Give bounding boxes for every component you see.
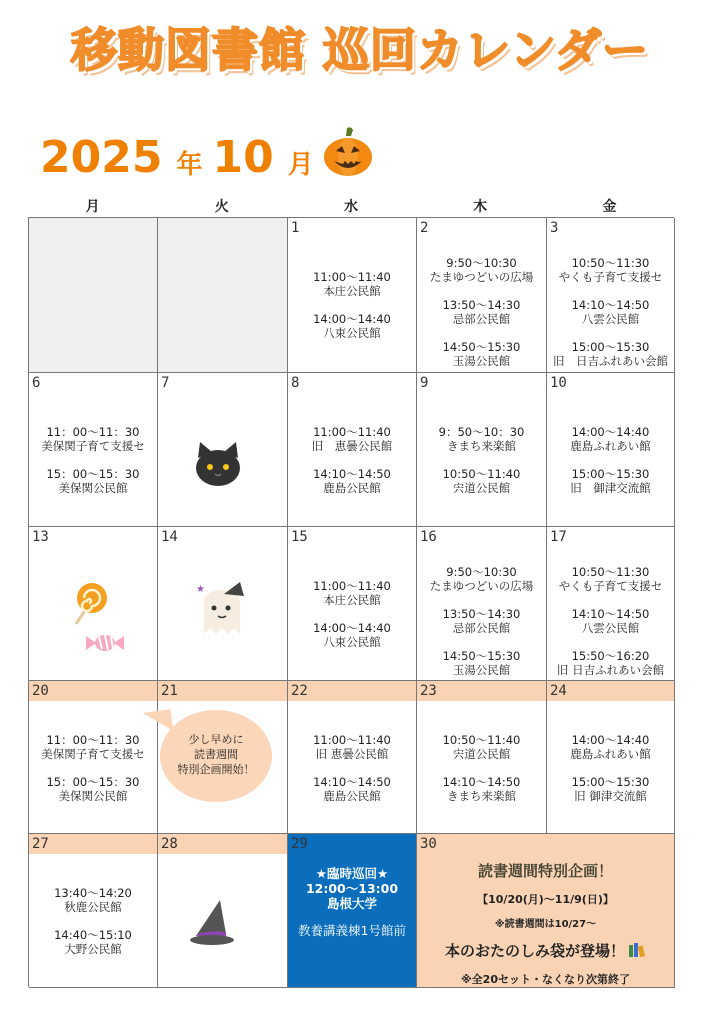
stop-entry xyxy=(288,579,416,607)
weekday-tue: 火 xyxy=(214,199,229,215)
stop-time: 15:50～16:20 xyxy=(571,649,650,663)
stop-list xyxy=(29,425,157,509)
stop-entry xyxy=(547,467,674,495)
day-number: 8 xyxy=(291,375,300,391)
stop-place: 玉湯公民館 xyxy=(452,354,511,368)
stop-list xyxy=(29,733,157,817)
day-cell-10 xyxy=(547,373,675,527)
stop-time: 11:00～11:40 xyxy=(313,733,391,747)
day-cell-8 xyxy=(288,373,417,527)
stop-entry xyxy=(417,256,546,284)
day-number: 17 xyxy=(550,529,567,545)
day-number: 21 xyxy=(161,683,178,699)
day-number: 2 xyxy=(420,220,429,236)
stop-list xyxy=(417,733,546,817)
day-number: 30 xyxy=(420,836,437,852)
stop-place: きまち来楽館 xyxy=(447,789,516,803)
day-number: 22 xyxy=(291,683,308,699)
stop-entry xyxy=(288,270,416,298)
special-line-3: 島根大学 xyxy=(326,896,377,911)
promo-note: ※読書週間は10/27～ xyxy=(494,919,597,930)
empty-cell xyxy=(29,218,158,373)
stop-time: 11:00～11:40 xyxy=(313,425,391,439)
special-line-2: 12:00～13:00 xyxy=(305,881,399,896)
stop-list xyxy=(288,579,416,663)
stop-entry xyxy=(288,425,416,453)
special-line-4: 教養講義棟1号館前 xyxy=(298,923,406,938)
day-number: 10 xyxy=(550,375,567,391)
stop-entry xyxy=(547,775,674,803)
day-cell-1 xyxy=(288,218,417,373)
bubble-line-3: 特別企画開始！ xyxy=(177,763,255,776)
stop-place: たまゆつどいの広場 xyxy=(429,270,534,284)
stop-place: 旧 御津交流館 xyxy=(574,789,647,803)
stop-time: 14:00～14:40 xyxy=(571,425,650,439)
stop-entry xyxy=(417,425,546,453)
stop-entry xyxy=(417,298,546,326)
stop-place: 本庄公民館 xyxy=(323,284,381,298)
stop-time: 10:50～11:30 xyxy=(571,565,650,579)
stop-time: 10:50～11:40 xyxy=(442,467,521,481)
stop-entry xyxy=(417,565,546,593)
stop-place: 八束公民館 xyxy=(323,326,381,340)
year: 2025 xyxy=(40,132,163,183)
svg-text:★: ★ xyxy=(196,584,205,595)
day-cell-2 xyxy=(417,218,547,373)
day-cell-6 xyxy=(29,373,158,527)
candy-icon xyxy=(84,632,126,654)
bubble-line-1: 少し早めに xyxy=(188,733,244,746)
day-number: 28 xyxy=(161,836,178,852)
stop-time: 15：00～15：30 xyxy=(46,775,140,789)
stop-list xyxy=(288,270,416,354)
stop-place: 鹿島公民館 xyxy=(323,789,381,803)
stop-place: 美保関子育て支援セ xyxy=(41,439,145,453)
stop-place: 忌部公民館 xyxy=(452,621,511,635)
stop-list xyxy=(29,886,157,970)
day-number: 29 xyxy=(291,836,308,852)
day-number: 1 xyxy=(291,220,300,236)
stop-entry xyxy=(29,467,157,495)
stop-place: 忌部公民館 xyxy=(452,312,511,326)
stop-place: 秋鹿公民館 xyxy=(64,900,122,914)
promo-title: 読書週間特別企画！ xyxy=(477,862,613,880)
month: 10 xyxy=(212,132,274,183)
stop-time: 15:00～15:30 xyxy=(571,340,650,354)
day-number: 20 xyxy=(32,683,49,699)
pumpkin-icon xyxy=(322,124,374,178)
stop-place: 旧 日吉ふれあい会館 xyxy=(556,663,665,677)
month-unit: 月 xyxy=(287,150,314,180)
stop-list xyxy=(547,565,674,691)
stop-place: たまゆつどいの広場 xyxy=(429,579,534,593)
stop-list xyxy=(288,733,416,817)
weekday-fri: 金 xyxy=(602,199,617,215)
stop-place: やくも子育て支援セ xyxy=(558,270,663,284)
stop-time: 15：00～15：30 xyxy=(46,467,140,481)
witch-hat-icon xyxy=(186,896,236,948)
ghost-icon xyxy=(194,580,250,638)
special-visit-box xyxy=(288,834,416,987)
year-month-heading xyxy=(40,130,324,183)
weekday-thu: 木 xyxy=(473,199,488,215)
stop-time: 14:10～14:50 xyxy=(571,298,650,312)
stop-time: 11：00～11：30 xyxy=(46,425,140,439)
stop-entry xyxy=(417,467,546,495)
stop-place: 旧 日吉ふれあい会館 xyxy=(553,354,668,368)
stop-entry xyxy=(288,733,416,761)
stop-entry xyxy=(547,340,674,368)
promo-period: 【10/20(月)～11/9(日)】 xyxy=(477,893,614,906)
stop-entry xyxy=(417,649,546,677)
stop-entry xyxy=(417,607,546,635)
stop-list xyxy=(547,256,674,382)
stop-entry xyxy=(547,649,674,677)
year-unit: 年 xyxy=(176,150,203,180)
stop-time: 14:50～15:30 xyxy=(442,340,521,354)
stop-place: 美保関公民館 xyxy=(58,481,128,495)
calendar-grid xyxy=(28,217,674,987)
stop-entry xyxy=(547,256,674,284)
promo-headline: 本のおたのしみ袋が登場！ xyxy=(444,942,625,960)
stop-entry xyxy=(29,886,157,914)
stop-entry xyxy=(29,733,157,761)
stop-entry xyxy=(288,775,416,803)
stop-place: 宍道公民館 xyxy=(452,747,511,761)
stop-time: 15:00～15:30 xyxy=(571,467,650,481)
stop-place: 美保関子育て支援セ xyxy=(41,747,145,761)
day-cell-22 xyxy=(288,681,417,834)
stop-place: きまち来楽館 xyxy=(447,439,516,453)
day-number: 14 xyxy=(161,529,178,545)
stop-place: 旧 恵曇公民館 xyxy=(315,747,389,761)
stop-time: 14:00～14:40 xyxy=(571,733,650,747)
day-number: 13 xyxy=(32,529,49,545)
stop-entry xyxy=(417,775,546,803)
stop-time: 14:00～14:40 xyxy=(313,312,391,326)
stop-entry xyxy=(417,733,546,761)
stop-time: 11:00～11:40 xyxy=(313,579,391,593)
day-cell-27 xyxy=(29,834,158,988)
page-title: 移動図書館 巡回カレンダー xyxy=(70,23,650,77)
stop-list xyxy=(547,733,674,817)
stop-entry xyxy=(547,298,674,326)
stop-place: 鹿島公民館 xyxy=(323,481,381,495)
speech-bubble xyxy=(160,710,272,802)
day-number: 3 xyxy=(550,220,559,236)
stop-entry xyxy=(29,425,157,453)
day-number: 23 xyxy=(420,683,437,699)
stop-time: 9:50～10:30 xyxy=(446,565,517,579)
stop-time: 14:50～15:30 xyxy=(442,649,521,663)
stop-time: 9:50～10:30 xyxy=(446,256,517,270)
empty-cell xyxy=(158,218,288,373)
stop-time: 15:00～15:30 xyxy=(571,775,650,789)
stop-entry xyxy=(29,928,157,956)
stop-place: 玉湯公民館 xyxy=(452,663,511,677)
stop-entry xyxy=(288,467,416,495)
stop-place: やくも子育て支援セ xyxy=(558,579,663,593)
day-cell-16 xyxy=(417,527,547,681)
stop-time: 14:10～14:50 xyxy=(442,775,521,789)
stop-list xyxy=(417,565,546,691)
stop-entry xyxy=(547,425,674,453)
stop-time: 10:50～11:40 xyxy=(442,733,521,747)
day-number: 6 xyxy=(32,375,41,391)
stop-time: 13:50～14:30 xyxy=(442,607,521,621)
day-cell-17 xyxy=(547,527,675,681)
stop-entry xyxy=(417,340,546,368)
stop-time: 9：50～10：30 xyxy=(438,425,525,439)
day-cell-29 xyxy=(288,834,417,988)
stop-entry xyxy=(547,565,674,593)
day-number: 27 xyxy=(32,836,49,852)
day-number: 7 xyxy=(161,375,170,391)
stop-time: 11:00～11:40 xyxy=(313,270,391,284)
bubble-line-2: 読書週間 xyxy=(194,748,238,761)
stop-list xyxy=(417,256,546,382)
promo-box xyxy=(417,834,674,987)
weekday-wed: 水 xyxy=(343,199,358,215)
stop-entry xyxy=(547,733,674,761)
stop-place: 八雲公民館 xyxy=(581,621,640,635)
stop-place: 旧 恵曇公民館 xyxy=(311,439,393,453)
stop-time: 14:10～14:50 xyxy=(313,467,391,481)
stop-list xyxy=(417,425,546,509)
stop-entry xyxy=(547,607,674,635)
day-number: 24 xyxy=(550,683,567,699)
stop-entry xyxy=(288,621,416,649)
stop-list xyxy=(288,425,416,509)
stop-place: 鹿島ふれあい館 xyxy=(570,747,651,761)
day-cell-20 xyxy=(29,681,158,834)
stop-list xyxy=(547,425,674,509)
day-cell-15 xyxy=(288,527,417,681)
stop-time: 14:10～14:50 xyxy=(571,607,650,621)
stop-time: 14:40～15:10 xyxy=(54,928,132,942)
stop-place: 宍道公民館 xyxy=(452,481,511,495)
day-cell-23 xyxy=(417,681,547,834)
stop-place: 旧 御津交流館 xyxy=(570,481,651,495)
weekday-header xyxy=(28,196,674,216)
day-cell-9 xyxy=(417,373,547,527)
stop-place: 八束公民館 xyxy=(323,635,381,649)
weekday-mon: 月 xyxy=(85,199,100,215)
special-line-1: ★臨時巡回★ xyxy=(315,866,389,881)
stop-entry xyxy=(29,775,157,803)
stop-time: 14:00～14:40 xyxy=(313,621,391,635)
stop-place: 八雲公民館 xyxy=(581,312,640,326)
stop-place: 大野公民館 xyxy=(64,942,122,956)
day-number: 9 xyxy=(420,375,429,391)
day-cell-24 xyxy=(547,681,675,834)
stop-time: 14:10～14:50 xyxy=(313,775,391,789)
stop-time: 13:40～14:20 xyxy=(54,886,132,900)
stop-place: 美保関公民館 xyxy=(58,789,128,803)
stop-place: 本庄公民館 xyxy=(323,593,381,607)
black-cat-icon xyxy=(192,440,244,488)
stop-place: 鹿島ふれあい館 xyxy=(570,439,651,453)
stop-time: 11：00～11：30 xyxy=(46,733,140,747)
promo-footer: ※全20セット・なくなり次第終了 xyxy=(460,973,630,986)
day-number: 16 xyxy=(420,529,437,545)
day-cell-30 xyxy=(417,834,675,988)
stop-entry xyxy=(288,312,416,340)
books-icon xyxy=(628,942,646,958)
stop-time: 13:50～14:30 xyxy=(442,298,521,312)
lollipop-icon xyxy=(66,580,110,630)
day-number: 15 xyxy=(291,529,308,545)
stop-time: 10:50～11:30 xyxy=(571,256,650,270)
day-cell-3 xyxy=(547,218,675,373)
